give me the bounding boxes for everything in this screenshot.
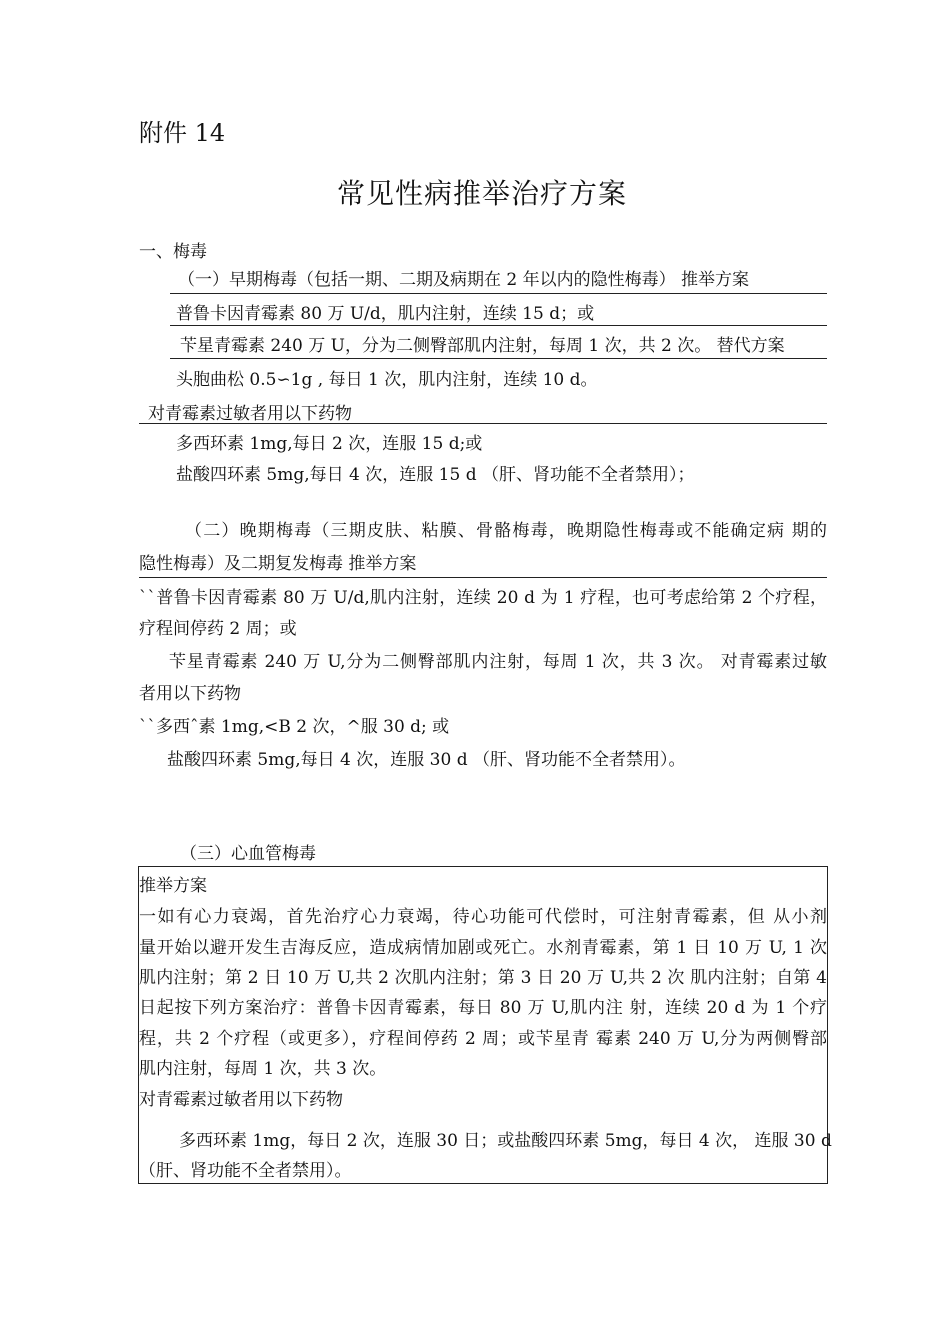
early-allergy-line-1: 多西环素 1mg,每日 2 次，连服 15 d;或 <box>176 434 483 454</box>
early-allergy-line-2: 盐酸四环素 5mg,每日 4 次，连服 15 d （肝、肾功能不全者禁用）； <box>176 465 695 485</box>
cardio-allergy-line-2: （肝、肾功能不全者禁用）。 <box>139 1161 352 1181</box>
cardio-syphilis-heading: （三）心血管梅毒 <box>180 844 316 864</box>
cardio-box-title: 推举方案 <box>139 876 207 896</box>
late-regimen-line-1a: ``普鲁卡因青霉素 80 万 U/d,肌内注射，连续 20 d 为 1 疗程，也可考虑给第 2 个疗程， <box>139 588 827 608</box>
cardio-paragraph-line: 肌内注射，每周 1 次，共 3 次。 <box>139 1059 387 1079</box>
late-syphilis-heading-line-1: （二）晚期梅毒（三期皮肤、粘膜、骨骼梅毒，晚期隐性梅毒或不能确定病 期的 <box>185 521 827 541</box>
late-allergy-line-1: ``多西ˆ素 1mg,<B 2 次，^服 30 d; 或 <box>139 717 450 737</box>
cardio-paragraph-line: 程，共 2 个疗程（或更多），疗程间停药 2 周；或苄星青 霉素 240 万 U,分为两侧臀部 <box>139 1029 827 1049</box>
section-heading-syphilis: 一、梅毒 <box>139 242 207 262</box>
underline <box>139 577 827 578</box>
underline <box>170 293 827 294</box>
late-regimen-line-2a: 苄星青霉素 240 万 U,分为二侧臀部肌内注射，每周 1 次，共 3 次。 对青霉素过敏 <box>169 652 827 672</box>
early-alternative-line: 头胞曲松 0.5∽1g , 每日 1 次，肌内注射，连续 10 d。 <box>176 370 598 390</box>
page-title: 常见性病推举治疗方案 <box>336 177 627 210</box>
underline <box>170 358 827 359</box>
underline <box>170 325 827 326</box>
cardio-allergy-note: 对青霉素过敏者用以下药物 <box>139 1090 343 1110</box>
early-regimen-line-1: 普鲁卡因青霉素 80 万 U/d，肌内注射，连续 15 d；或 <box>176 304 595 324</box>
early-syphilis-heading: （一）早期梅毒（包括一期、二期及病期在 2 年以内的隐性梅毒） 推举方案 <box>178 270 750 290</box>
cardio-paragraph-line: 日起按下列方案治疗：普鲁卡因青霉素，每日 80 万 U,肌内注 射，连续 20 d 为 1 个疗 <box>139 998 827 1018</box>
attachment-number: 附件 14 <box>139 119 226 147</box>
early-allergy-note: 对青霉素过敏者用以下药物 <box>148 404 352 424</box>
underline <box>139 423 827 424</box>
cardio-paragraph-line: 肌内注射；第 2 日 10 万 U,共 2 次肌内注射；第 3 日 20 万 U,共 2 次 肌内注射；自第 4 <box>139 968 827 988</box>
late-syphilis-heading-line-2: 隐性梅毒）及二期复发梅毒 推举方案 <box>139 554 417 574</box>
early-regimen-line-2: 苄星青霉素 240 万 U，分为二侧臀部肌内注射，每周 1 次，共 2 次。 替代方案 <box>180 336 785 356</box>
late-allergy-line-2: 盐酸四环素 5mg,每日 4 次，连服 30 d （肝、肾功能不全者禁用）。 <box>167 750 686 770</box>
late-regimen-line-1b: 疗程间停药 2 周；或 <box>139 619 297 639</box>
late-regimen-line-2b: 者用以下药物 <box>139 684 241 704</box>
cardio-paragraph-line: 量开始以避开发生吉海反应，造成病情加剧或死亡。水剂青霉素，第 1 日 10 万 U, 1 次 <box>139 938 827 958</box>
cardio-paragraph-line: 一如有心力衰竭，首先治疗心力衰竭，待心功能可代偿时，可注射青霉素，但 从小剂 <box>139 907 827 927</box>
cardio-allergy-line-1: 多西环素 1mg，每日 2 次，连服 30 日；或盐酸四环素 5mg，每日 4 次， 连服 30 d <box>179 1131 832 1151</box>
